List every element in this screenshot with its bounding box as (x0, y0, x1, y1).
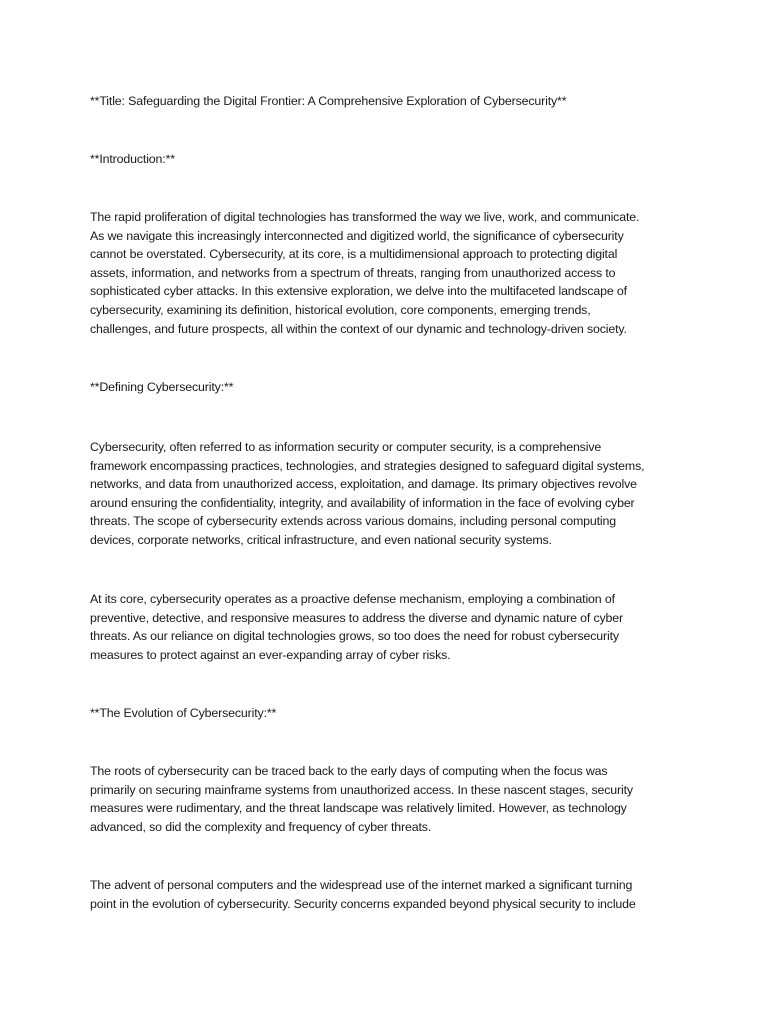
introduction-paragraph (90, 208, 690, 338)
paragraph-line: around ensuring the confidentiality, integrity, and availability of information in the face of evolving cyber (90, 495, 635, 510)
paragraph-line: networks, and data from unauthorized access, exploitation, and damage. Its primary objectives revolve (90, 477, 637, 492)
paragraph-line: challenges, and future prospects, all within the context of our dynamic and technology-driven society. (90, 321, 627, 336)
paragraph-line: cybersecurity, examining its definition, historical evolution, core components, emerging trends, (90, 302, 591, 317)
paragraph-line: cannot be overstated. Cybersecurity, at its core, is a multidimensional approach to protecting digital (90, 247, 618, 262)
paragraph-line: As we navigate this increasingly interconnected and digitized world, the significance of cybersecurity (90, 228, 624, 243)
paragraph-line: primarily on securing mainframe systems from unauthorized access. In these nascent stages, security (90, 782, 633, 797)
defining-paragraph-1 (90, 438, 690, 550)
paragraph-line: sophisticated cyber attacks. In this extensive exploration, we delve into the multifaceted landscape of (90, 284, 627, 299)
document-title-text: **Title: Safeguarding the Digital Frontier: A Comprehensive Exploration of Cybersecurity** (90, 94, 567, 108)
paragraph-line: advanced, so did the complexity and frequency of cyber threats. (90, 819, 432, 834)
paragraph-line: The roots of cybersecurity can be traced back to the early days of computing when the focus was (90, 764, 608, 778)
defining-heading-text: **Defining Cybersecurity:** (90, 380, 234, 394)
evolution-paragraph-2 (90, 876, 690, 913)
document-title (90, 92, 690, 111)
paragraph-line: The advent of personal computers and the widespread use of the internet marked a significant turning (90, 878, 633, 892)
paragraph-line: framework encompassing practices, technologies, and strategies designed to safeguard digital systems, (90, 458, 645, 473)
paragraph-line: The rapid proliferation of digital technologies has transformed the way we live, work, and communicate. (90, 210, 640, 224)
paragraph-line: threats. The scope of cybersecurity extends across various domains, including personal computing (90, 514, 617, 529)
paragraph-line: Cybersecurity, often referred to as information security or computer security, is a comprehensive (90, 440, 602, 454)
paragraph-line: At its core, cybersecurity operates as a proactive defense mechanism, employing a combination of (90, 592, 615, 606)
evolution-heading-text: **The Evolution of Cybersecurity:** (90, 706, 277, 720)
paragraph-line: measures were rudimentary, and the threat landscape was relatively limited. However, as technology (90, 801, 627, 816)
introduction-heading (90, 150, 690, 169)
paragraph-line: assets, information, and networks from a spectrum of threats, ranging from unauthorized access to (90, 265, 616, 280)
paragraph-line: devices, corporate networks, critical infrastructure, and even national security systems. (90, 532, 552, 547)
defining-heading (90, 378, 690, 397)
evolution-paragraph-1 (90, 762, 690, 836)
paragraph-line: preventive, detective, and responsive measures to address the diverse and dynamic nature of cyber (90, 610, 624, 625)
defining-paragraph-2 (90, 590, 690, 664)
paragraph-line: threats. As our reliance on digital technologies grows, so too does the need for robust cybersecurity (90, 629, 619, 644)
paragraph-line: point in the evolution of cybersecurity. Security concerns expanded beyond physical security to include (90, 896, 636, 911)
introduction-heading-text: **Introduction:** (90, 152, 175, 166)
paragraph-line: measures to protect against an ever-expanding array of cyber risks. (90, 647, 451, 662)
evolution-heading (90, 704, 690, 723)
